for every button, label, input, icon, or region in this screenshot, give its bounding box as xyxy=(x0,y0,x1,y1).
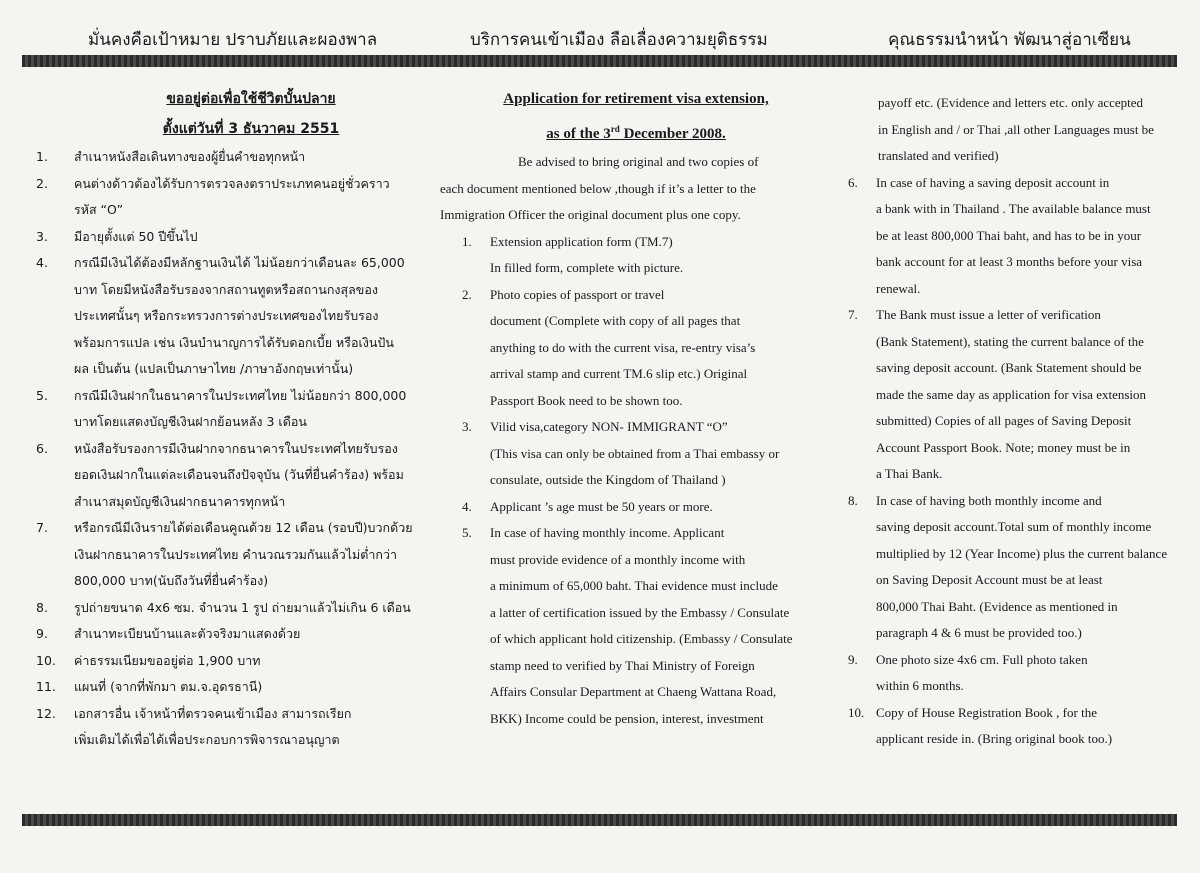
list-item xyxy=(26,224,426,251)
item-line: คนต่างด้าวต้องได้รับการตรวจลงตราประเภทคนอยู่ชั่วคราว xyxy=(74,175,390,191)
english-column xyxy=(436,84,836,732)
item-line: arrival stamp and current TM.6 slip etc.) Original xyxy=(490,366,748,381)
list-item xyxy=(26,595,426,622)
item-number: 7. xyxy=(848,307,858,322)
english-date-title xyxy=(436,114,836,149)
item-line: มีอายุตั้งแต่ 50 ปีขึ้นไป xyxy=(74,228,198,244)
list-item xyxy=(26,701,426,754)
item-line: Copy of House Registration Book , for the xyxy=(876,704,1097,720)
list-item xyxy=(436,520,836,732)
item-line: ค่าธรรมเนียมขออยู่ต่อ 1,900 บาท xyxy=(74,652,261,668)
item-line: สำเนาหนังสือเดินทางของผู้ยื่นคำขอทุกหน้า xyxy=(74,149,306,164)
intro-line: each document mentioned below ,though if it’s a letter to the xyxy=(440,180,756,196)
item-line: within 6 months. xyxy=(876,678,964,693)
item-line: made the same day as application for visa extension xyxy=(876,386,1147,402)
english-continued-column xyxy=(840,90,1185,753)
english-requirements-list xyxy=(436,229,836,733)
list-item xyxy=(26,674,426,701)
item-line: Account Passport Book. Note; money must be in xyxy=(876,439,1131,455)
item-number: 4. xyxy=(462,498,472,514)
item-line: a Thai Bank. xyxy=(876,466,943,481)
item-line: Passport Book need to be shown too. xyxy=(490,392,683,408)
item-line: must provide evidence of a monthly income with xyxy=(490,551,746,567)
thai-date-title: ตั้งแต่วันที่ 3 ธันวาคม 2551 xyxy=(162,121,340,137)
item-line: bank account for at least 3 months before your visa xyxy=(876,254,1143,269)
thai-title: ขออยู่ต่อเพื่อใช้ชีวิตบั้นปลาย xyxy=(166,91,336,107)
item-line: renewal. xyxy=(876,280,921,296)
item-line: One photo size 4x6 cm. Full photo taken xyxy=(876,651,1088,667)
item-line: กรณีมีเงินฝากในธนาคารในประเทศไทย ไม่น้อยกว่า 800,000 xyxy=(74,387,407,403)
item-line: a bank with in Thailand . The available balance must xyxy=(876,201,1151,216)
item-line: เพิ่มเติมได้เพื่อได้เพื่อประกอบการพิจารณาอนุญาต xyxy=(74,732,340,747)
bottom-divider-bar xyxy=(22,814,1177,826)
item-line: In case of having both monthly income and xyxy=(876,492,1102,508)
item-number: 7. xyxy=(36,520,48,535)
list-item xyxy=(840,700,1185,753)
item-line: applicant reside in. (Bring original book too.) xyxy=(876,731,1113,746)
list-item xyxy=(436,414,836,494)
item-line: of which applicant hold citizenship. (Embassy / Consulate xyxy=(490,631,793,646)
item-line: พร้อมการแปล เช่น เงินบำนาญการได้รับดอกเบี้ย หรือเงินปัน xyxy=(74,334,394,350)
item-line: Photo copies of passport or travel xyxy=(490,286,665,302)
item-line: (Bank Statement), stating the current balance of the xyxy=(876,333,1144,349)
item-line: Vilid visa,category NON- IMMIGRANT “O” xyxy=(490,419,728,434)
item-line: be at least 800,000 Thai baht, and has to be in your xyxy=(876,227,1142,243)
item-number: 12. xyxy=(36,705,56,721)
thai-requirements-list xyxy=(26,144,426,754)
list-item xyxy=(26,383,426,436)
item-line: รหัส “O” xyxy=(74,202,124,217)
item-line: ผล เป็นต้น (แปลเป็นภาษาไทย /ภาษาอังกฤษเท่านั้น) xyxy=(74,361,354,376)
list-item xyxy=(436,282,836,415)
list-item xyxy=(26,171,426,224)
english-date-sup: rd xyxy=(610,124,620,134)
item-line: Applicant ’s age must be 50 years or more. xyxy=(490,498,713,514)
item-number: 6. xyxy=(848,174,858,190)
list-item xyxy=(26,648,426,675)
thai-column xyxy=(26,84,426,754)
item-number: 1. xyxy=(462,233,472,249)
item-number: 6. xyxy=(36,440,48,456)
list-item xyxy=(26,144,426,171)
english-date-pre: as of the 3 xyxy=(546,126,611,142)
item-line: กรณีมีเงินได้ต้องมีหลักฐานเงินได้ ไม่น้อยกว่าเดือนละ 65,000 xyxy=(74,255,405,270)
item-number: 3. xyxy=(462,419,472,434)
item-line: a latter of certification issued by the Embassy / Consulate xyxy=(490,604,790,620)
item-number: 4. xyxy=(36,255,48,270)
item-line: ประเทศนั้นๆ หรือกระทรวงการต่างประเทศของไทยรับรอง xyxy=(74,308,379,323)
item-line: In case of having monthly income. Applicant xyxy=(490,525,725,540)
list-item xyxy=(840,647,1185,700)
item-number: 3. xyxy=(36,228,48,244)
item-number: 9. xyxy=(36,626,48,641)
english-title: Application for retirement visa extension, xyxy=(503,91,769,107)
item-number: 5. xyxy=(36,387,48,403)
item-line: เอกสารอื่น เจ้าหน้าที่ตรวจคนเข้าเมือง สามารถเรียก xyxy=(74,705,352,721)
item-line: In filled form, complete with picture. xyxy=(490,260,684,275)
item-line: หรือกรณีมีเงินรายได้ต่อเดือนคูณด้วย 12 เดือน (รอบปี)บวกด้วย xyxy=(74,520,413,535)
item-line: saving deposit account.Total sum of monthly income xyxy=(876,519,1152,534)
motto-right: คุณธรรมนำหน้า พัฒนาสู่อาเซียน xyxy=(888,30,1131,50)
item-line: saving deposit account. (Bank Statement should be xyxy=(876,360,1142,375)
list-item xyxy=(26,250,426,383)
continued-line: payoff etc. (Evidence and letters etc. only accepted xyxy=(878,95,1144,110)
item-line: ยอดเงินฝากในแต่ละเดือนจนถึงปัจจุบัน (วันที่ยื่นคำร้อง) พร้อม xyxy=(74,467,404,482)
item-line: stamp need to verified by Thai Ministry of Foreign xyxy=(490,657,755,673)
motto-center: บริการคนเข้าเมือง ลือเลื่องความยุติธรรม xyxy=(470,30,768,50)
item-line: submitted) Copies of all pages of Saving Deposit xyxy=(876,413,1132,428)
item-number: 11. xyxy=(36,679,56,694)
item-number: 10. xyxy=(848,704,865,720)
item-line: Extension application form (TM.7) xyxy=(490,233,673,249)
intro-line: Immigration Officer the original document plus one copy. xyxy=(440,207,741,222)
item-line: paragraph 4 & 6 must be provided too.) xyxy=(876,625,1082,640)
item-line: (This visa can only be obtained from a Thai embassy or xyxy=(490,445,780,461)
list-item xyxy=(26,515,426,595)
english-date-post: December 2008. xyxy=(619,126,726,142)
item-number: 1. xyxy=(36,149,48,164)
intro-line: Be advised to bring original and two copies of xyxy=(518,154,759,169)
english-continued-text xyxy=(840,90,1185,170)
list-item xyxy=(436,229,836,282)
motto-left: มั่นคงคือเป้าหมาย ปราบภัยและผองพาล xyxy=(88,30,378,50)
item-line: consulate, outside the Kingdom of Thailand ) xyxy=(490,472,726,487)
item-line: เงินฝากธนาคารในประเทศไทย คำนวณรวมกันแล้วไม่ต่ำกว่า xyxy=(74,546,398,562)
item-number: 5. xyxy=(462,525,472,540)
item-line: หนังสือรับรองการมีเงินฝากจากธนาคารในประเทศไทยรับรอง xyxy=(74,440,398,456)
continued-line: in English and / or Thai ,all other Languages must be xyxy=(878,121,1154,137)
item-line: anything to do with the current visa, re-entry visa’s xyxy=(490,339,756,355)
list-item xyxy=(26,621,426,648)
item-line: a minimum of 65,000 baht. Thai evidence must include xyxy=(490,578,778,593)
item-number: 2. xyxy=(36,175,48,191)
item-number: 10. xyxy=(36,652,56,668)
item-line: In case of having a saving deposit account in xyxy=(876,174,1110,190)
list-item xyxy=(436,494,836,521)
item-line: บาทโดยแสดงบัญชีเงินฝากย้อนหลัง 3 เดือน xyxy=(74,414,307,429)
item-number: 9. xyxy=(848,651,858,667)
item-line: on Saving Deposit Account must be at least xyxy=(876,572,1103,587)
item-number: 8. xyxy=(36,599,48,615)
item-number: 8. xyxy=(848,492,858,508)
item-line: สำเนาสมุดบัญชีเงินฝากธนาคารทุกหน้า xyxy=(74,493,286,509)
item-line: BKK) Income could be pension, interest, investment xyxy=(490,710,764,726)
list-item xyxy=(26,436,426,516)
top-divider-bar xyxy=(22,55,1177,67)
item-line: 800,000 Thai Baht. (Evidence as mentioned in xyxy=(876,598,1118,614)
item-line: Affairs Consular Department at Chaeng Wattana Road, xyxy=(490,684,777,699)
list-item xyxy=(840,170,1185,303)
continued-line: translated and verified) xyxy=(878,148,999,163)
item-line: แผนที่ (จากที่พักมา ตม.จ.อุดรธานี) xyxy=(74,679,263,694)
item-line: The Bank must issue a letter of verification xyxy=(876,307,1101,322)
item-number: 2. xyxy=(462,286,472,302)
header-mottos xyxy=(0,26,1200,56)
item-line: document (Complete with copy of all pages that xyxy=(490,313,741,328)
item-line: 800,000 บาท(นับถึงวันที่ยื่นคำร้อง) xyxy=(74,573,269,588)
item-line: บาท โดยมีหนังสือรับรองจากสถานทูตหรือสถานกงสุลของ xyxy=(74,281,378,297)
item-line: รูปถ่ายขนาด 4x6 ซม. จำนวน 1 รูป ถ่ายมาแล้วไม่เกิน 6 เดือน xyxy=(74,599,411,615)
list-item xyxy=(840,302,1185,488)
item-line: สำเนาทะเบียนบ้านและตัวจริงมาแสดงด้วย xyxy=(74,626,301,641)
list-item xyxy=(840,488,1185,647)
item-line: multiplied by 12 (Year Income) plus the current balance xyxy=(876,545,1168,561)
english-requirements-list-2 xyxy=(840,170,1185,753)
english-intro xyxy=(436,149,836,229)
